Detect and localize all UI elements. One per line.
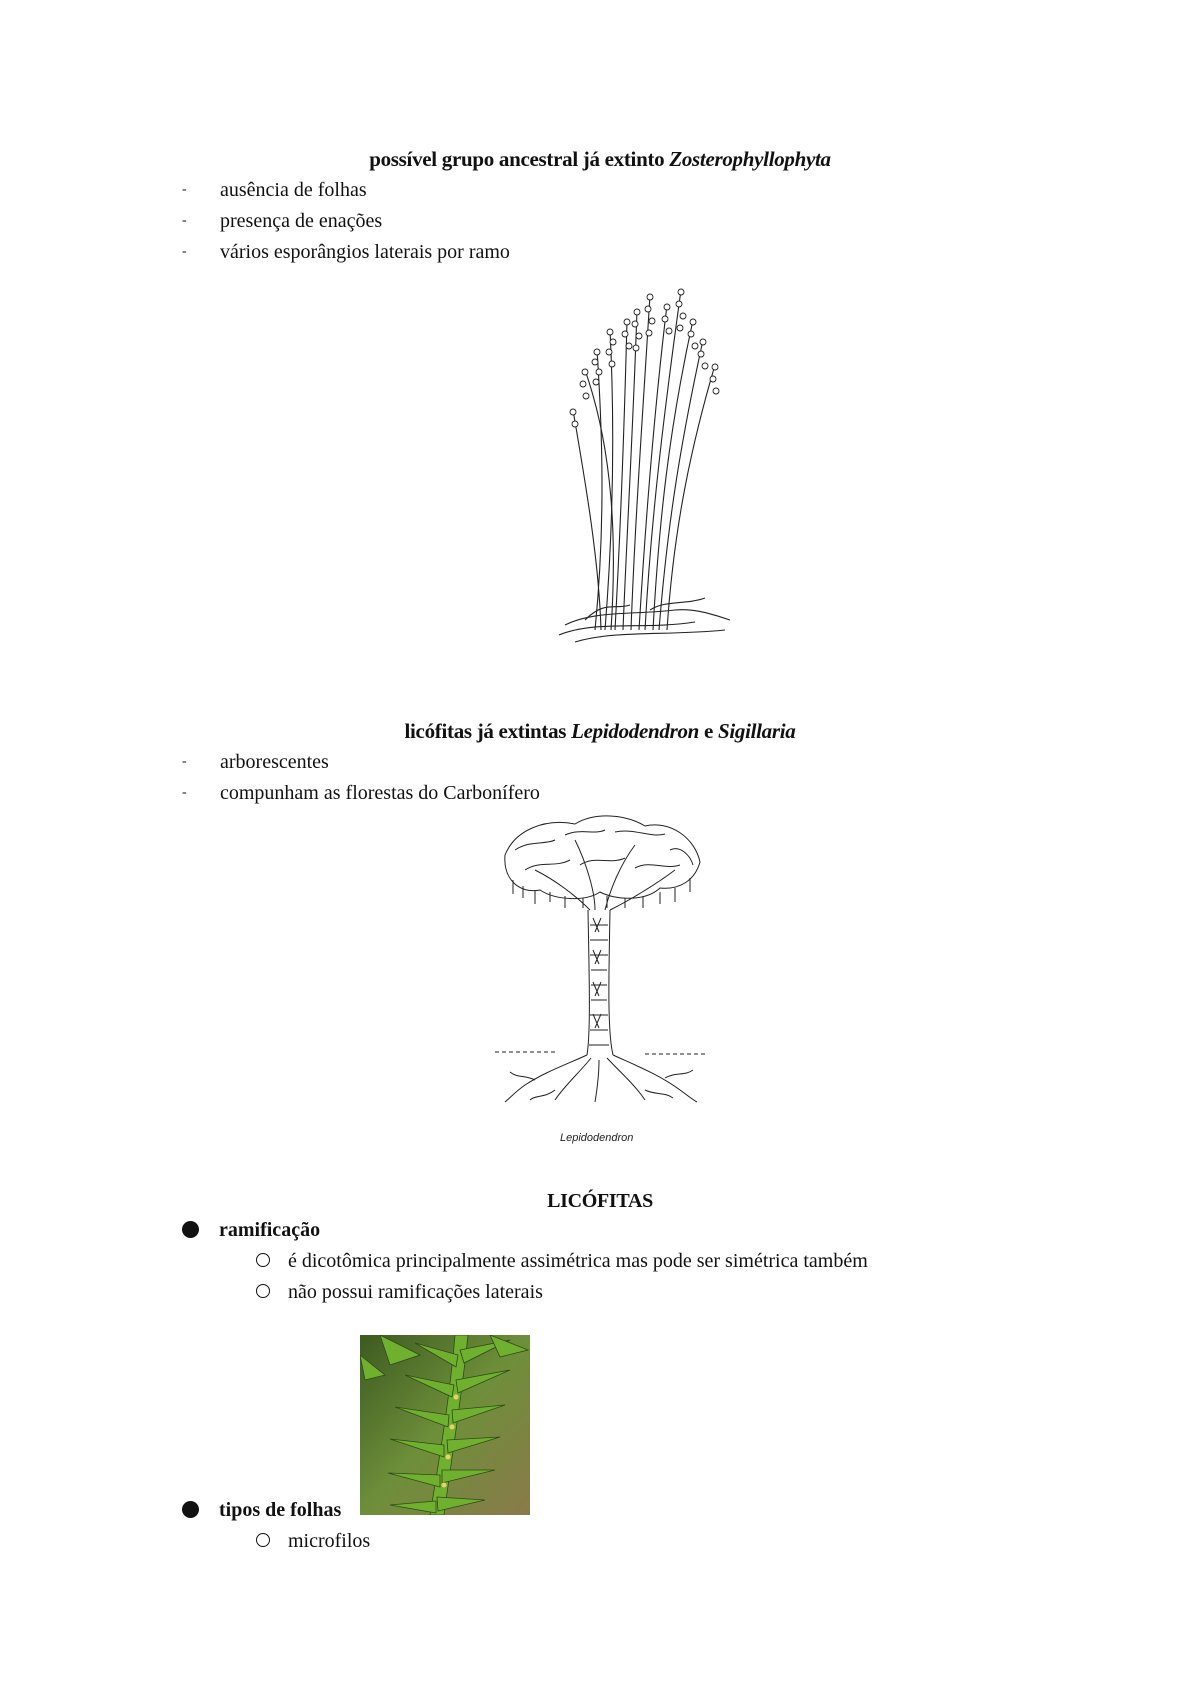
bullet-dot [182, 1501, 199, 1518]
lepidodendron-caption: Lepidodendron [560, 1132, 634, 1144]
section1-item-text: presença de enações [220, 210, 383, 232]
bullet-dot [182, 1221, 199, 1238]
bullet-ramificacao [182, 1215, 320, 1245]
bullet-label: ramificação [219, 1219, 321, 1241]
microphyll-leaf-photo [360, 1335, 530, 1515]
bullet-label: tipos de folhas [219, 1499, 342, 1521]
section2-heading [0, 719, 1200, 744]
section1-item-text: ausência de folhas [220, 179, 367, 201]
section1-title-prefix: possível grupo ancestral já extinto [369, 147, 670, 171]
section2-title-prefix: licófitas já extintas [404, 719, 572, 743]
dash-marker: - [182, 754, 187, 769]
dash-marker: - [182, 244, 187, 259]
subitem-ramificacao-1 [256, 1246, 868, 1276]
dash-marker: - [182, 182, 187, 197]
bullet-circle [256, 1253, 270, 1267]
section1-item-1 [182, 176, 367, 204]
section2-title-mid: e [699, 719, 718, 743]
section1-title-italic: Zosterophyllophyta [669, 147, 831, 171]
subitem-text: é dicotômica principalmente assimétrica mas pode ser simétrica também [288, 1250, 868, 1272]
subitem-text: microfilos [288, 1530, 371, 1552]
section2-title-italic-2: Sigillaria [717, 719, 796, 743]
section2-title-italic-1: Lepidodendron [571, 719, 700, 743]
section1-item-text: vários esporângios laterais por ramo [220, 241, 510, 263]
subitem-folhas-1 [256, 1526, 370, 1556]
subitem-ramificacao-2 [256, 1277, 543, 1307]
section1-heading [0, 147, 1200, 172]
section2-item-text: arborescentes [220, 751, 329, 773]
bullet-circle [256, 1284, 270, 1298]
section1-item-2 [182, 207, 382, 235]
dash-marker: - [182, 785, 187, 800]
bullet-circle [256, 1533, 270, 1547]
section1-item-3 [182, 238, 510, 266]
subitem-text: não possui ramificações laterais [288, 1281, 543, 1303]
section2-item-2 [182, 779, 540, 807]
bullet-tipos-de-folhas [182, 1495, 341, 1525]
dash-marker: - [182, 213, 187, 228]
section3-heading: LICÓFITAS [547, 1190, 653, 1212]
zosterophyllophyta-illustration [555, 280, 735, 650]
section2-item-1 [182, 748, 329, 776]
lepidodendron-illustration [495, 810, 705, 1110]
section2-item-text: compunham as florestas do Carbonífero [220, 782, 540, 804]
